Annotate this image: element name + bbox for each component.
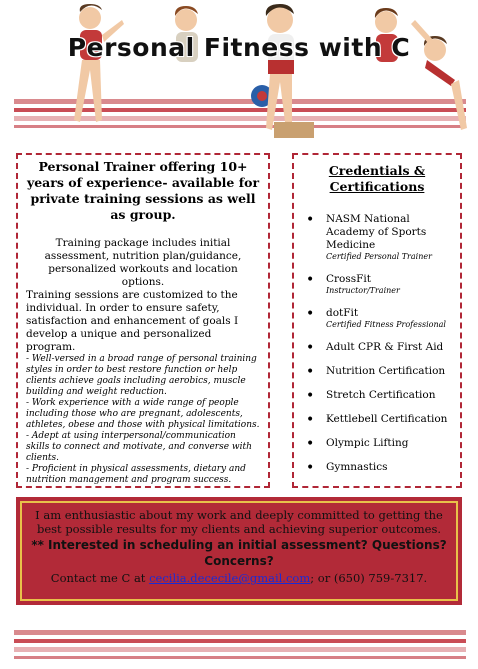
experience-bullet: - Well-versed in a broad range of personal training styles in order to best restore function or help clients achieve goals including aerobics, muscle building and weight reduction. <box>26 354 257 397</box>
credentials-box <box>292 153 462 488</box>
credential-item <box>300 341 454 354</box>
credentials-list <box>300 213 454 474</box>
contact-frame <box>20 501 458 601</box>
credential-name: • dotFit <box>326 307 359 319</box>
experience-bullet: - Adept at using interpersonal/communication skills to connect and motivate, and converse with clients. <box>26 431 252 463</box>
footer-stripe <box>14 647 466 652</box>
credential-name: • Olympic Lifting <box>326 437 409 449</box>
header-banner <box>0 0 478 150</box>
commitment-text: I am enthusiastic about my work and deeply committed to getting the best possible results for my clients and achieving superior outcomes. <box>35 508 443 536</box>
credential-detail: Certified Personal Trainer <box>326 252 432 261</box>
contact-panel <box>16 497 462 605</box>
credential-name: • Gymnastics <box>326 461 388 473</box>
footer-stripe <box>14 639 466 643</box>
phone-text: ; or (650) 759-7317. <box>310 571 428 585</box>
credential-name: • CrossFit <box>326 273 372 285</box>
footer-stripe <box>14 630 466 635</box>
credential-item <box>300 273 454 296</box>
credential-item <box>300 213 454 262</box>
credential-item <box>300 365 454 378</box>
contact-line <box>30 571 448 585</box>
credential-item <box>300 461 454 474</box>
credential-item <box>300 413 454 426</box>
credential-detail: Instructor/Trainer <box>326 286 400 295</box>
training-package-text: Training package includes initial assessment, nutrition plan/guidance, personalized workouts and location options. <box>44 237 242 288</box>
pinup-figure-3-image <box>240 0 320 145</box>
trainer-heading: Personal Trainer offering 10+ years of experience- available for private training sessions as well as group. <box>26 159 260 222</box>
credential-name: • Nutrition Certification <box>326 365 446 377</box>
pinup-figure-5-image <box>405 0 475 140</box>
call-to-action-text: ** Interested in scheduling an initial assessment? Questions? Concerns? <box>31 538 447 568</box>
credential-detail: Certified Fitness Professional <box>326 320 446 329</box>
contact-prefix: Contact me C at <box>50 571 150 585</box>
footer-stripe <box>14 656 466 659</box>
email-link[interactable]: cecilia.dececile@gmail.com <box>149 571 311 585</box>
credential-name: • Kettlebell Certification <box>326 413 448 425</box>
credentials-heading: Credentials & Certifications <box>328 163 426 194</box>
trainer-info-box <box>16 153 270 488</box>
credential-item <box>300 437 454 450</box>
page-title: Personal Fitness with C <box>67 33 411 62</box>
credential-name: • Adult CPR & First Aid <box>326 341 444 353</box>
credential-name: • NASM National Academy of Sports Medicine <box>326 213 427 251</box>
experience-bullet: - Work experience with a wide range of people including those who are pregnant, adolescents, athletes, obese and those with physical limitations. <box>26 398 260 430</box>
pinup-figure-1-image <box>60 0 130 140</box>
credential-item <box>300 307 454 330</box>
experience-bullet: - Proficient in physical assessments, dietary and nutrition management and program success. <box>26 464 246 485</box>
customized-sessions-text: Training sessions are customized to the individual. In order to ensure safety, satisfaction and enhancement of goals I develop a unique and personalized program. <box>26 289 239 353</box>
credential-name: • Stretch Certification <box>326 389 436 401</box>
credential-item <box>300 389 454 402</box>
